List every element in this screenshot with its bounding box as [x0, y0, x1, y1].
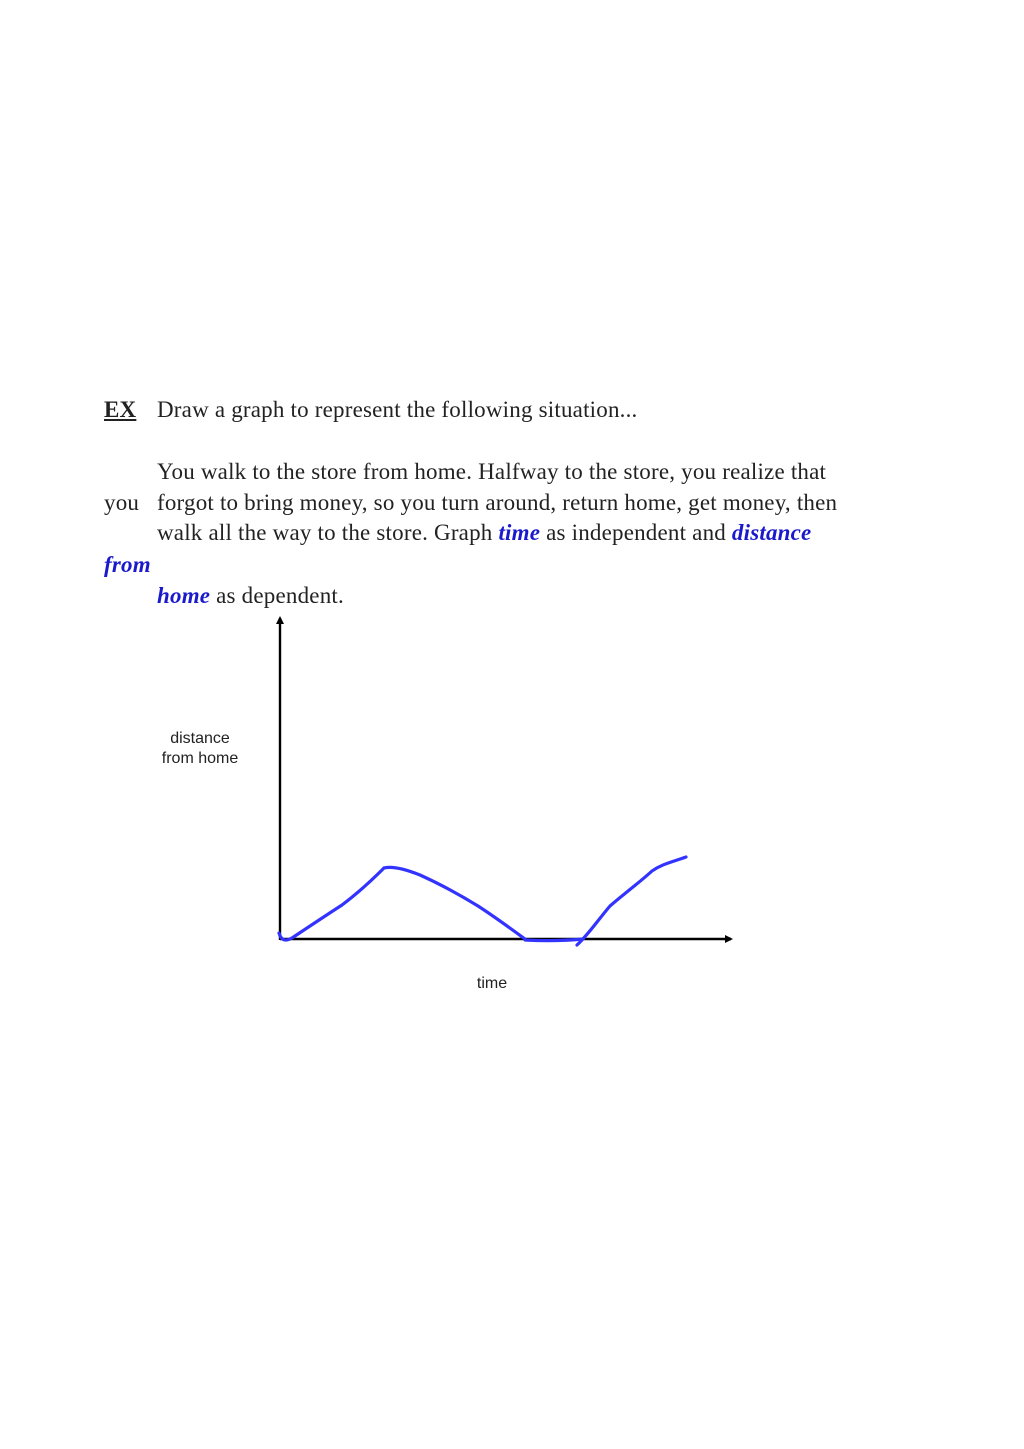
example-heading: [104, 396, 136, 424]
emphasis-distance: distance: [731, 520, 812, 545]
emphasis-from: from: [104, 552, 151, 577]
example-prompt: [157, 396, 638, 424]
curve-return-home: [384, 867, 525, 939]
curve-walk-out: [279, 868, 384, 940]
curve-at-home: [525, 939, 583, 941]
paragraph-line-5: [157, 582, 344, 610]
x-axis-label: [452, 974, 532, 994]
example-tag: EX: [104, 397, 137, 422]
emphasis-time: time: [498, 520, 541, 545]
paragraph-line-4: [104, 551, 151, 579]
paragraph-line-2-prefix: [104, 489, 139, 517]
emphasis-home: home: [157, 583, 211, 608]
paragraph-line-3: [157, 519, 811, 547]
paragraph-line-5-rest: as dependent.: [210, 583, 344, 608]
y-axis-label-line-1: distance: [170, 730, 230, 747]
paragraph-line-2-prefix-text: you: [104, 490, 140, 515]
y-axis-label-line-2: from home: [161, 750, 239, 767]
x-axis-label-text: time: [476, 975, 508, 992]
y-axis-label: [150, 729, 250, 769]
paragraph-line-3-mid: as independent and: [540, 520, 732, 545]
paragraph-line-1: [157, 458, 826, 486]
example-prompt-text: Draw a graph to represent the following situation...: [157, 397, 638, 422]
paragraph-line-2-text: forgot to bring money, so you turn around, return home, get money, then: [157, 490, 838, 515]
curve-walk-to-store: [577, 857, 686, 945]
paragraph-line-3-text: walk all the way to the store. Graph: [157, 520, 499, 545]
paragraph-line-2: [157, 489, 837, 517]
paragraph-line-1-text: You walk to the store from home. Halfway to the store, you realize that: [157, 459, 827, 484]
